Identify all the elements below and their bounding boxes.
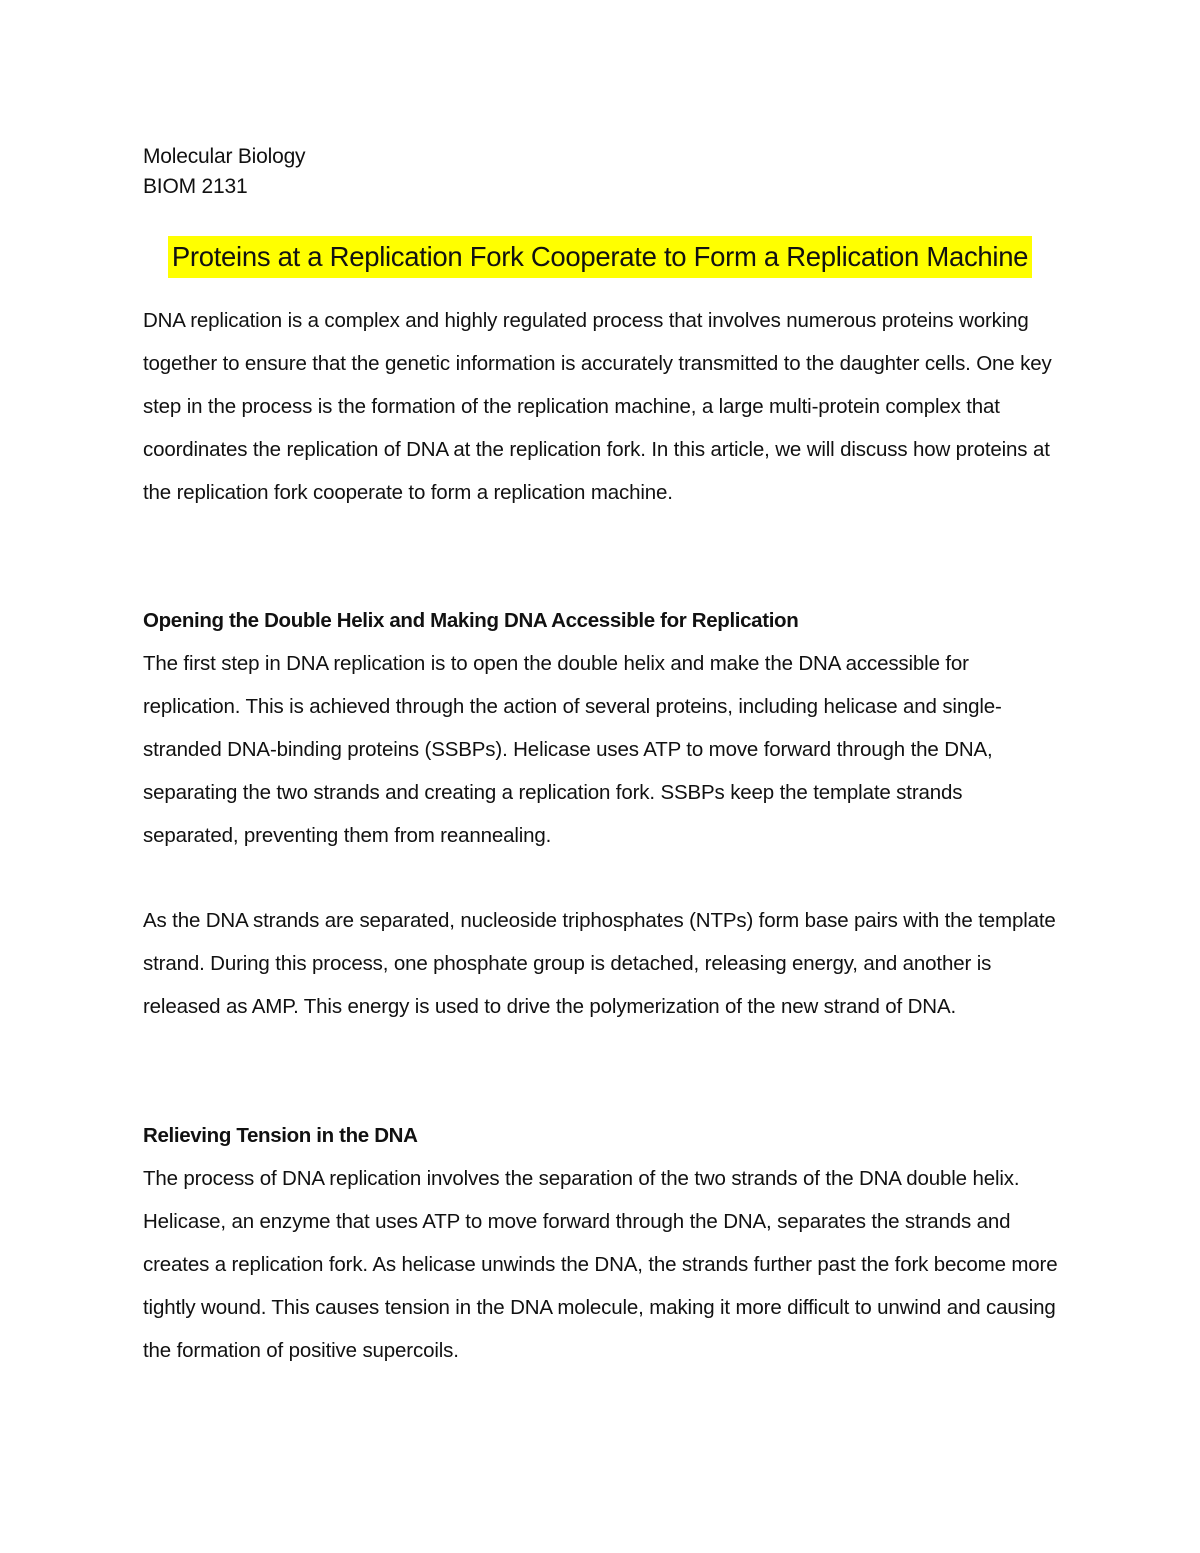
section-relieving-tension (143, 1114, 1058, 1372)
section-heading: Opening the Double Helix and Making DNA Accessible for Replication (143, 609, 799, 632)
intro-block (143, 299, 1058, 514)
intro-paragraph: DNA replication is a complex and highly regulated process that involves numerous proteins working together to ensure that the genetic information is accurately transmitted to the daughter cells. One key step in the process is the formation of the replication machine, a large multi-protein complex that coordinates the replication of DNA at the replication fork. In this article, we will discuss how proteins at the replication fork cooperate to form a replication machine. (143, 309, 1052, 504)
title-container (143, 236, 1057, 278)
section-heading: Relieving Tension in the DNA (143, 1124, 418, 1147)
section-ntp-paragraph-block (143, 899, 1058, 1028)
section-paragraph: As the DNA strands are separated, nucleoside triphosphates (NTPs) form base pairs with the template strand. During this process, one phosphate group is detached, releasing energy, and another is released as AMP. This energy is used to drive the polymerization of the new strand of DNA. (143, 909, 1056, 1018)
section-opening-double-helix (143, 599, 1058, 857)
section-paragraph: The first step in DNA replication is to open the double helix and make the DNA accessible for replication. This is achieved through the action of several proteins, including helicase and single-stranded DNA-binding proteins (SSBPs). Helicase uses ATP to move forward through the DNA, separating the two strands and creating a replication fork. SSBPs keep the template strands separated, preventing them from reannealing. (143, 652, 1002, 847)
course-name: Molecular Biology (143, 145, 306, 168)
document-title: Proteins at a Replication Fork Cooperate to Form a Replication Machine (168, 236, 1032, 278)
course-code: BIOM 2131 (143, 175, 248, 198)
section-paragraph: The process of DNA replication involves the separation of the two strands of the DNA double helix. Helicase, an enzyme that uses ATP to move forward through the DNA, separates the strands and creates a replication fork. As helicase unwinds the DNA, the strands further past the fork become more tightly wound. This causes tension in the DNA molecule, making it more difficult to unwind and causing the formation of positive supercoils. (143, 1167, 1058, 1362)
course-info (143, 142, 305, 202)
